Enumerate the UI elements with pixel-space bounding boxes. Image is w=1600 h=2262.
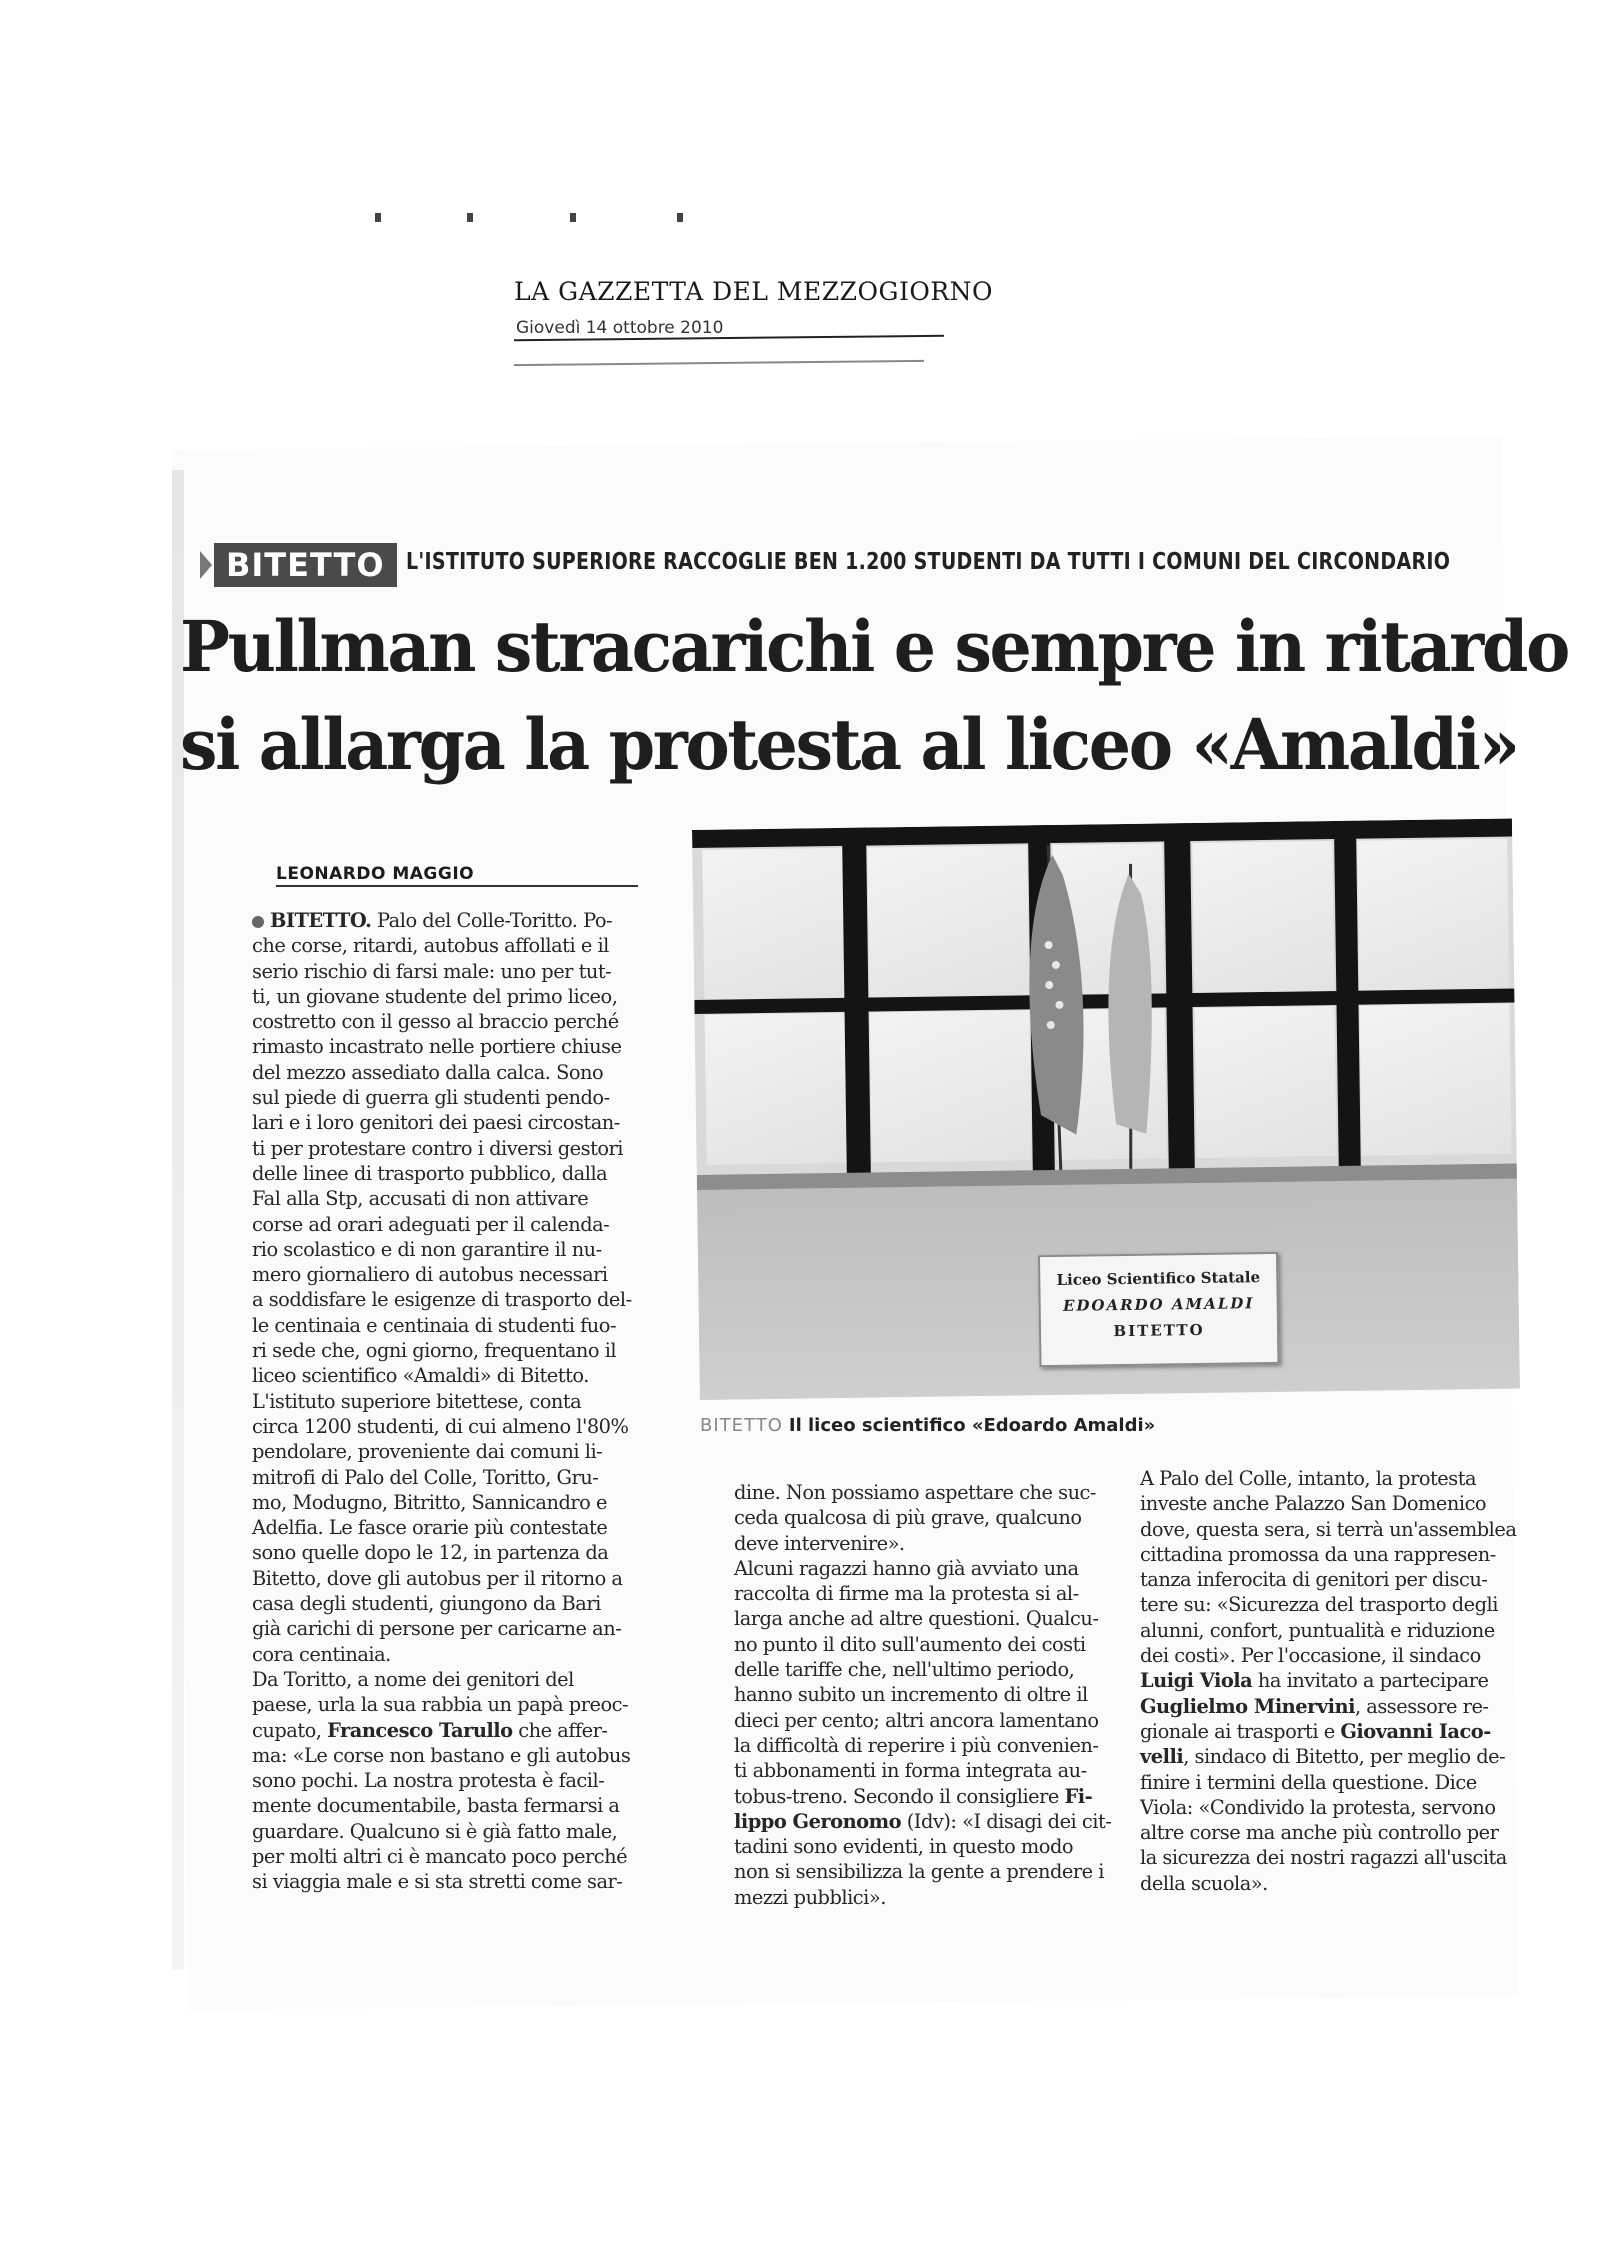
- paragraph-6c: , assessore re- gionale ai trasporti e: [1140, 1694, 1489, 1743]
- paragraph-3a: Da Toritto, a nome dei genitori del paese, urla la sua rabbia un papà preoc- cupato,: [252, 1667, 629, 1742]
- flags-icon: [1002, 833, 1167, 1175]
- school-plaque: [1038, 1252, 1280, 1367]
- article-column-2: [734, 1480, 1114, 1910]
- window-pane: [705, 1013, 847, 1165]
- photo-caption: [700, 1415, 1155, 1436]
- paragraph-3b: che affer- ma: «Le corse non bastano e gli autobus sono pochi. La nostra protesta è facil- mente documentabile, basta fermarsi a guardare. Qualcuno si è già fatto male, per molti altri ci è mancato poco perché si viaggia male e si sta stretti come sar-: [252, 1718, 631, 1894]
- paragraph-6a: A Palo del Colle, intanto, la protesta investe anche Palazzo San Domenico dove, questa sera, si terrà un'assemblea cittadina promossa da una rappresen- tanza inferocita di genitori per discu- tere su: «Sicurezza del trasporto degli alunni, confort, puntualità e riduzione dei costi». Per l'occasione, il sindaco: [1140, 1467, 1517, 1668]
- plaque-line-3: BITETTO: [1113, 1320, 1205, 1341]
- paragraph-6b: ha invitato a partecipare: [1257, 1669, 1489, 1693]
- scan-dots: [375, 213, 695, 225]
- person-name: Giovanni Iaco- velli: [1140, 1719, 1491, 1769]
- person-name: Guglielmo Minervini: [1140, 1694, 1355, 1718]
- plaque-line-2: EDOARDO AMALDI: [1062, 1294, 1255, 1315]
- caption-tag: BITETTO: [700, 1415, 783, 1436]
- person-name: Luigi Viola: [1140, 1669, 1253, 1693]
- person-name: Francesco Tarullo: [327, 1718, 513, 1742]
- window-pane: [1195, 1006, 1337, 1158]
- paragraph-6d: , sindaco di Bitetto, per meglio de- finire i termini della questione. Dice Viola: «Condivido la protesta, servono altre corse ma anche più controllo per la sicurezza dei nostri ragazzi all'uscita della scuola».: [1140, 1745, 1507, 1895]
- plaque-line-1: Liceo Scientifico Statale: [1056, 1268, 1261, 1289]
- paragraph-4: dine. Non possiamo aspettare che suc- ceda qualcosa di più grave, qualcuno deve intervenire».: [734, 1481, 1096, 1555]
- dateline: BITETTO.: [270, 909, 372, 932]
- person-name: Fi- lippo Geronomo: [734, 1784, 1093, 1833]
- caption-text: Il liceo scientifico «Edoardo Amaldi»: [788, 1415, 1156, 1436]
- window-frame: [842, 828, 871, 1178]
- window-pane: [702, 848, 844, 1000]
- window-pane: [1192, 841, 1334, 993]
- issue-date: Giovedì 14 ottobre 2010: [516, 318, 724, 338]
- headline-line-2: si allarga la protesta al liceo «Amaldi»: [180, 703, 1518, 786]
- paragraph-2: L'istituto superiore bitettese, conta circa 1200 studenti, di cui almeno l'80% pendolare, proveniente dai comuni li- mitrofi di Palo del Colle, Toritto, Gru- mo, Modugno, Bitritto, Sannicandro e Adelfia. Le fasce orarie più contestate sono quelle dopo le 12, in partenza da Bitetto, dove gli autobus per il ritorno a casa degli studenti, giungono da Bari già carichi di persone per caricarne an- cora centinaia.: [252, 1389, 629, 1666]
- masthead-rule-secondary: [514, 360, 924, 366]
- paragraph-5a: Alcuni ragazzi hanno già avviato una raccolta di firme ma la protesta si al- larga anche ad altre questioni. Qualcu- no punto il dito sull'aumento dei costi delle tariffe che, nell'ultimo periodo, hanno subito un incremento di oltre il dieci per cento; altri ancora lamentano la difficoltà di reperire i più convenien- ti abbonamenti in forma integrata au- tobus-treno. Secondo il consigliere: [734, 1556, 1099, 1808]
- paragraph-1: Palo del Colle-Toritto. Po- che corse, ritardi, autobus affollati e il serio rischio di farsi male: uno per tut- ti, un giovane studente del primo liceo, costretto con il gesso al braccio perché rimasto incastrato nelle portiere chiuse del mezzo assediato dalla calca. Sono sul piede di guerra gli studenti pendo- lari e i loro genitori dei paesi circostan- ti per protestare contro i diversi gestori delle linee di trasporto pubblico, dalla Fal alla Stp, accusati di non attivare corse ad orari adeguati per il calenda- rio scolastico e di non garantire il nu- mero giornaliero di autobus necessari a soddisfare le esigenze di trasporto del- le centinaia e centinaia di studenti fuo- ri sede che, ogni giorno, frequentano il liceo scientifico «Amaldi» di Bitetto.: [252, 909, 632, 1388]
- window-pane: [1360, 1004, 1512, 1156]
- kicker-text: L'ISTITUTO SUPERIORE RACCOGLIE BEN 1.200 STUDENTI DA TUTTI I COMUNI DEL CIRCONDARIO: [406, 549, 1451, 575]
- byline-rule: [276, 885, 638, 887]
- school-photo: [692, 819, 1520, 1400]
- paragraph-5b: (Idv): «I disagi dei cit- tadini sono evidenti, in questo modo non si sensibilizza la gente a prendere i mezzi pubblici».: [734, 1809, 1112, 1909]
- article-column-1: [252, 908, 662, 1895]
- byline: LEONARDO MAGGIO: [276, 864, 475, 884]
- article-kicker: [200, 543, 1470, 589]
- article-column-3: [1140, 1466, 1520, 1896]
- kicker-arrow-icon: [200, 551, 212, 579]
- window-pane: [1357, 839, 1509, 991]
- headline-line-1: Pullman stracarichi e sempre in ritardo: [180, 605, 1568, 688]
- lead-bullet-icon: [252, 916, 264, 928]
- window-frame: [1164, 823, 1195, 1173]
- newspaper-masthead: LA GAZZETTA DEL MEZZOGIORNO: [514, 277, 994, 306]
- article-headline: [180, 598, 1568, 794]
- location-tag: BITETTO: [214, 543, 397, 587]
